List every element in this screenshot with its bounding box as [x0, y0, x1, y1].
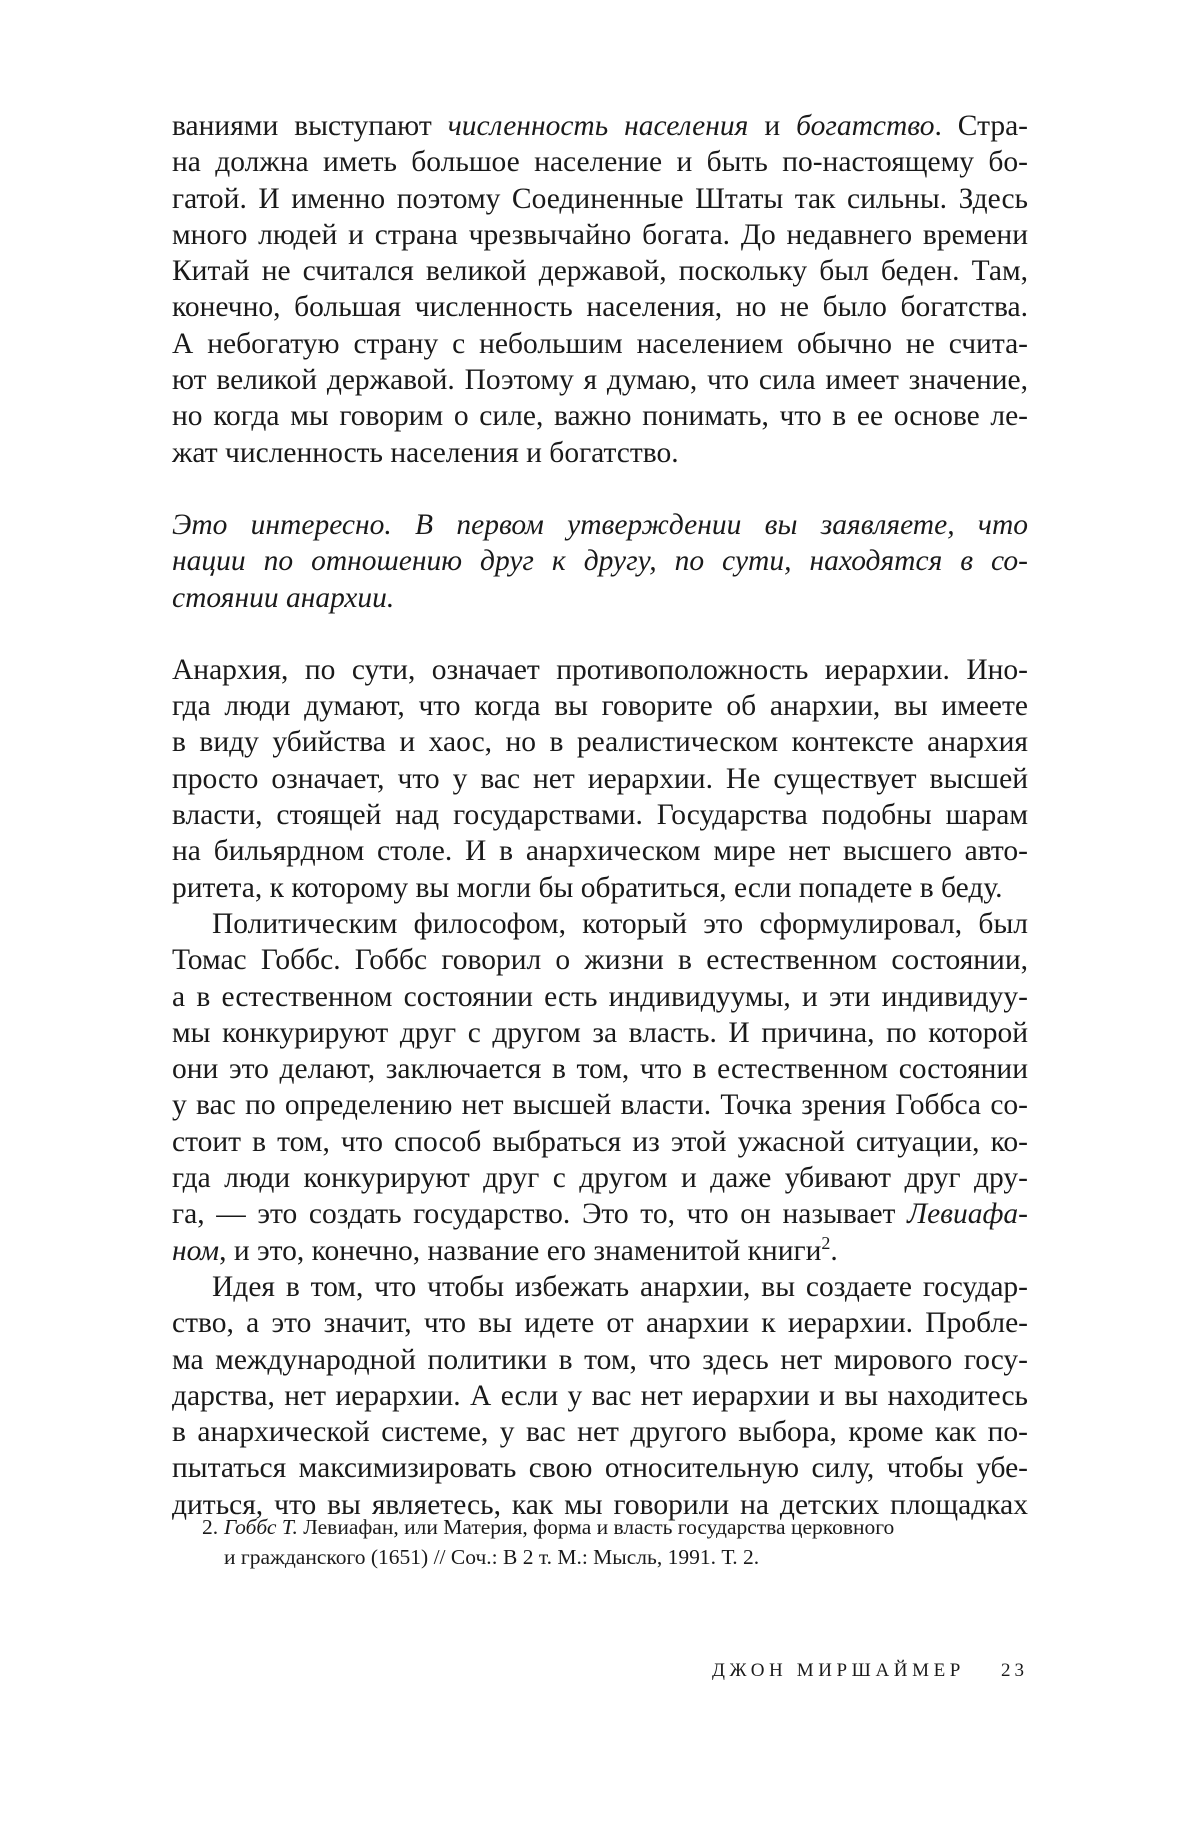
text-line: жат численность населения и богатство.: [172, 436, 679, 469]
paragraph-1: [172, 108, 1028, 471]
paragraph-2: [172, 652, 1028, 906]
paragraph-4: [172, 1269, 1028, 1523]
footnote-line: и гражданского (1651) // Соч.: В 2 т. М.: Мысль, 1991. Т. 2.: [224, 1545, 760, 1569]
text-line: на должна иметь большое население и быть по-настоящему бо-: [172, 146, 1028, 179]
text-line: конечно, большая численность населения, но не было богатства.: [172, 291, 1028, 324]
main-text: [172, 108, 1028, 1523]
text-line: ваниями выступают численность населения и богатство. Стра-: [172, 110, 1029, 142]
footnote-author: Гоббс Т.: [224, 1515, 298, 1539]
text-line: гда люди думают, что когда вы говорите об анархии, вы имеете: [172, 690, 1028, 723]
text-line: гатой. И именно поэтому Соединенные Штаты так сильны. Здесь: [172, 182, 1028, 215]
text-line: Анархия, по сути, означает противоположность иерархии. Ино-: [172, 653, 1028, 686]
paragraph-gap: [172, 616, 1028, 652]
text-line: в виду убийства и хаос, но в реалистическом контексте анархия: [172, 726, 1028, 759]
text-line: ство, а это значит, что вы идете от анархии к иерархии. Пробле-: [172, 1307, 1028, 1340]
question-line: нации по отношению друг к другу, по сути, находятся в со-: [172, 545, 1028, 578]
question-line: стоянии анархии.: [172, 581, 395, 614]
text-line: Идея в том, что чтобы избежать анархии, вы создаете государ-: [212, 1270, 1028, 1303]
text-line: но когда мы говорим о силе, важно понимать, что в ее основе ле-: [172, 400, 1028, 433]
paragraph-gap: [172, 471, 1028, 507]
text-line: ют великой державой. Поэтому я думаю, что сила имеет значение,: [172, 364, 1028, 397]
text-line: ма международной политики в том, что здесь нет мирового госу-: [172, 1343, 1028, 1376]
footnote-reference[interactable]: 2: [821, 1232, 831, 1253]
text-line: дарства, нет иерархии. А если у вас нет иерархии и вы находитесь: [172, 1379, 1028, 1412]
text-line: много людей и страна чрезвычайно богата. До недавнего времени: [172, 218, 1028, 251]
text-line: ритета, к которому вы могли бы обратиться, если попадете в беду.: [172, 871, 1003, 904]
text-line: а в естественном состоянии есть индивидуумы, и эти индивидуу-: [172, 980, 1028, 1013]
text-line: просто означает, что у вас нет иерархии. Не существует высшей: [172, 762, 1028, 795]
paragraph-3: [172, 906, 1028, 1269]
book-page: [172, 108, 1028, 1828]
text-line: диться, что вы являетесь, как мы говорили на детских площадках: [172, 1488, 1028, 1521]
text-line: мы конкурируют друг с другом за власть. И причина, по которой: [172, 1016, 1028, 1049]
text-line: у вас по определению нет высшей власти. Точка зрения Гоббса со-: [172, 1089, 1028, 1122]
text-line: стоит в том, что способ выбраться из этой ужасной ситуации, ко-: [172, 1125, 1028, 1158]
text-line: на бильярдном столе. И в анархическом мире нет высшего авто-: [172, 835, 1028, 868]
text-line: Политическим философом, который это сформулировал, был: [212, 907, 1028, 940]
footnote-line: 2. Гоббс Т. Левиафан, или Материя, форма и власть государства церковного: [224, 1512, 1032, 1542]
text-line: в анархической системе, у вас нет другого выбора, кроме как по-: [172, 1416, 1028, 1449]
text-line: А небогатую страну с небольшим населением обычно не счита-: [172, 327, 1028, 360]
page-number: 23: [1001, 1660, 1028, 1681]
running-footer: [712, 1660, 1028, 1682]
text-line: Китай не считался великой державой, поскольку был беден. Там,: [172, 255, 1028, 288]
text-line: пытаться максимизировать свою относительную силу, чтобы убе-: [172, 1452, 1028, 1485]
text-line: ном, и это, конечно, название его знаменитой книги$^2$.: [172, 1232, 838, 1267]
running-footer-author: ДЖОН МИРШАЙМЕР: [712, 1660, 965, 1681]
question-line: Это интересно. В первом утверждении вы заявляете, что: [172, 508, 1028, 541]
text-line: гда люди конкурируют друг с другом и даже убивают друг дру-: [172, 1162, 1028, 1195]
interviewer-question: [172, 507, 1028, 616]
text-line: они это делают, заключается в том, что в естественном состоянии: [172, 1053, 1028, 1086]
footnote: [202, 1512, 1032, 1572]
text-line: Томас Гоббс. Гоббс говорил о жизни в естественном состоянии,: [172, 944, 1028, 977]
text-line: га, — это создать государство. Это то, что он называет Левиафа-: [172, 1198, 1028, 1231]
footnote-number: 2.: [202, 1515, 219, 1539]
text-line: власти, стоящей над государствами. Государства подобны шарам: [172, 799, 1028, 832]
